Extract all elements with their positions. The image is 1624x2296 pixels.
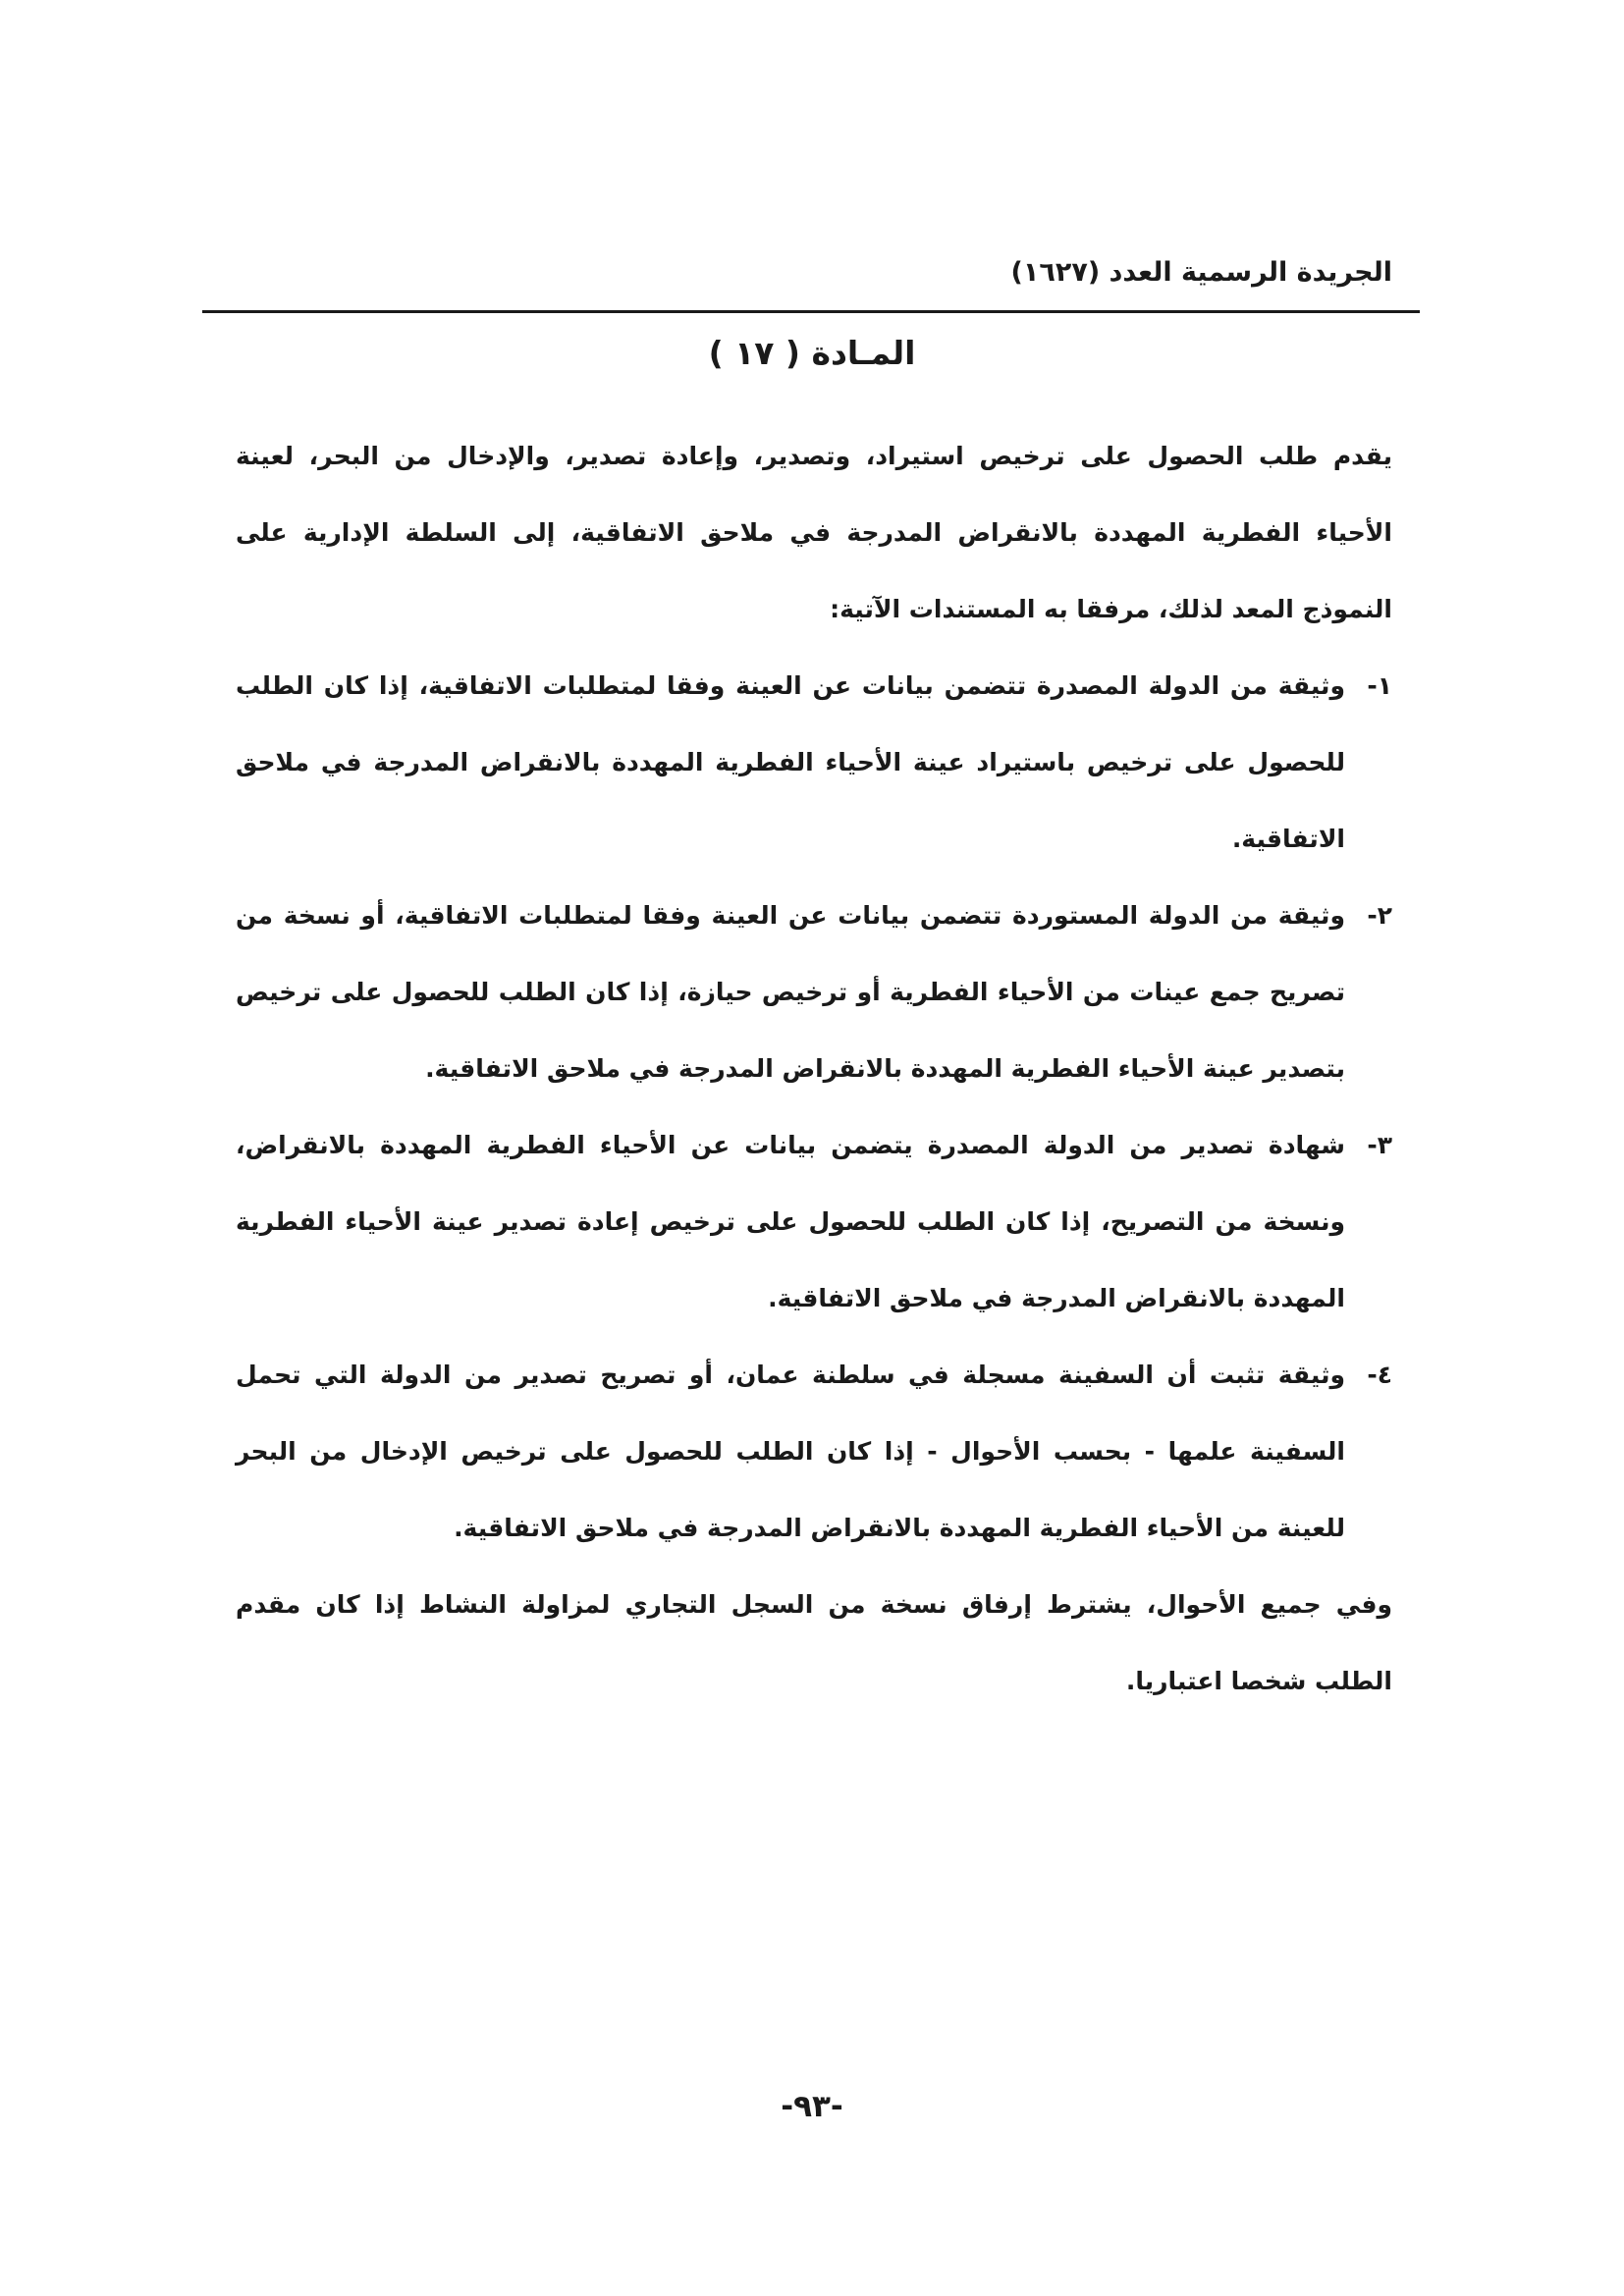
article-closing-paragraph: وفي جميع الأحوال، يشترط إرفاق نسخة من السجل التجاري لمزاولة النشاط إذا كان مقدم الطلب شخصا اعتباريا. [236, 1590, 1392, 1695]
article-body [236, 418, 1392, 1720]
list-item [236, 1337, 1392, 1567]
list-item [236, 648, 1392, 878]
list-item-text: شهادة تصدير من الدولة المصدرة يتضمن بيانات عن الأحياء الفطرية المهددة بالانقراض، ونسخة من التصريح، إذا كان الطلب للحصول على ترخيص إعادة تصدير عينة الأحياء الفطرية المهددة بالانقراض المدرجة في ملاحق الاتفاقية. [236, 1131, 1345, 1312]
list-item-text: وثيقة تثبت أن السفينة مسجلة في سلطنة عمان، أو تصريح تصدير من الدولة التي تحمل السفينة علمها - بحسب الأحوال - إذا كان الطلب للحصول على ترخيص الإدخال من البحر للعينة من الأحياء الفطرية المهددة بالانقراض المدرجة في ملاحق الاتفاقية. [236, 1361, 1345, 1542]
list-item-text: وثيقة من الدولة المستوردة تتضمن بيانات عن العينة وفقا لمتطلبات الاتفاقية، أو نسخة من تصريح جمع عينات من الأحياء الفطرية أو ترخيص حيازة، إذا كان الطلب للحصول على ترخيص بتصدير عينة الأحياء الفطرية المهددة بالانقراض المدرجة في ملاحق الاتفاقية. [236, 901, 1345, 1083]
list-item-number: ١- [1367, 671, 1392, 700]
article-title: المـادة ( ١٧ ) [708, 334, 916, 372]
gazette-header-title: الجريدة الرسمية العدد (١٦٢٧) [1010, 257, 1392, 288]
page-number: -٩٣- [781, 2089, 843, 2124]
list-item [236, 878, 1392, 1107]
article-intro-paragraph: يقدم طلب الحصول على ترخيص استيراد، وتصدير، وإعادة تصدير، والإدخال من البحر، لعينة الأحياء الفطرية المهددة بالانقراض المدرجة في ملاحق الاتفاقية، إلى السلطة الإدارية على النموذج المعد لذلك، مرفقا به المستندات الآتية: [236, 442, 1392, 623]
list-item-number: ٣- [1367, 1131, 1392, 1159]
list-item-number: ٤- [1367, 1361, 1392, 1389]
list-item [236, 1107, 1392, 1337]
header-divider [202, 310, 1420, 313]
list-item-text: وثيقة من الدولة المصدرة تتضمن بيانات عن العينة وفقا لمتطلبات الاتفاقية، إذا كان الطلب للحصول على ترخيص باستيراد عينة الأحياء الفطرية المهددة بالانقراض المدرجة في ملاحق الاتفاقية. [236, 671, 1345, 853]
list-item-number: ٢- [1367, 901, 1392, 930]
